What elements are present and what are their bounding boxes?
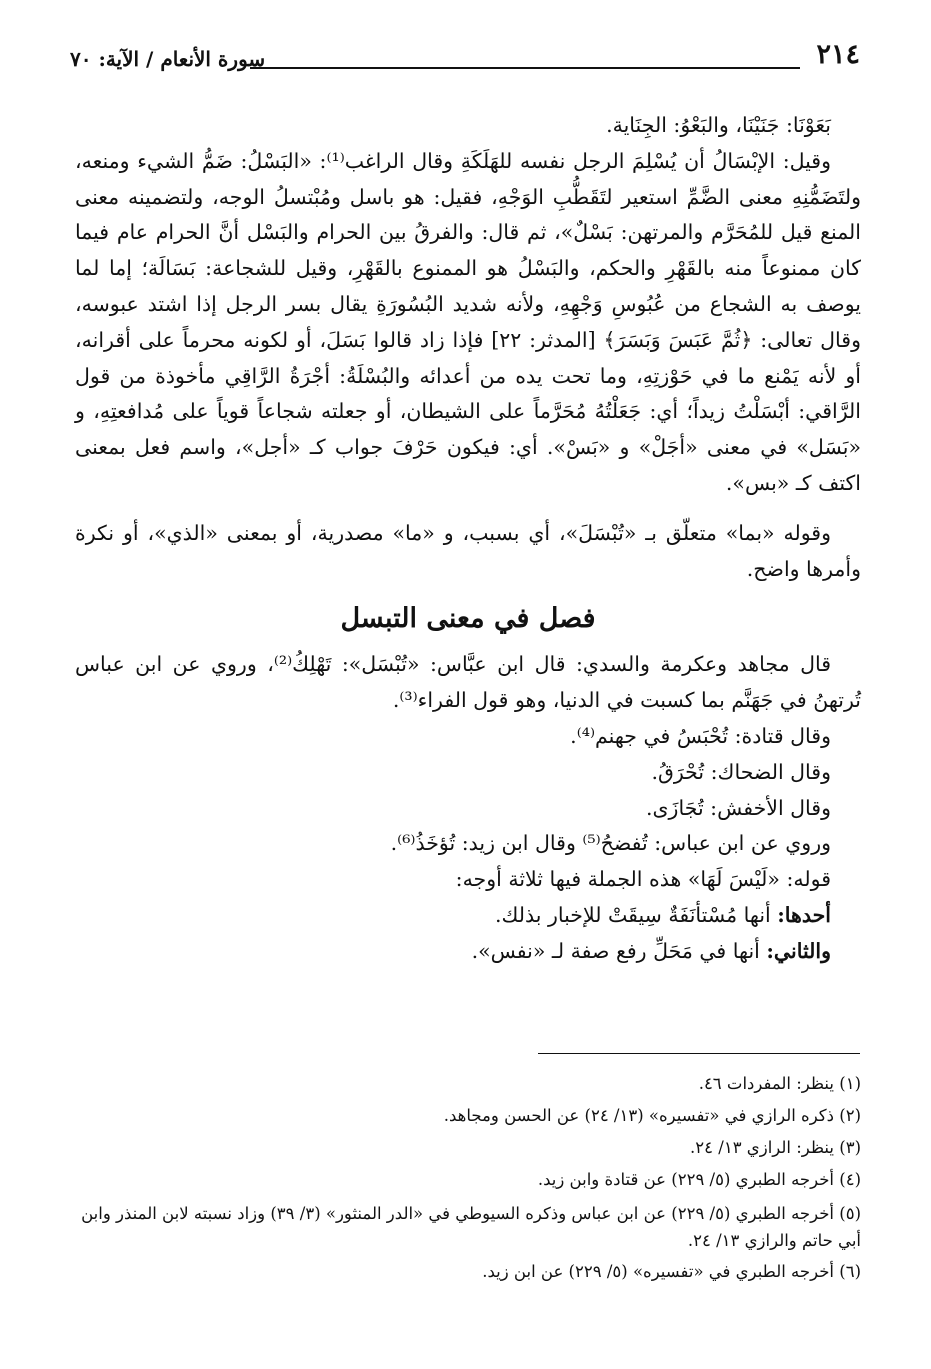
page-number: ٢١٤ [816, 39, 860, 70]
footnote: (٣) ينظر: الرازي ١٣/ ٢٤. [690, 1138, 861, 1157]
footnote: (٦) أخرجه الطبري في «تفسيره» (٥/ ٢٢٩) عن ابن زيد. [482, 1262, 861, 1281]
header-rule [250, 67, 800, 69]
point-label: أحدها: [777, 902, 831, 927]
page-header [70, 39, 860, 76]
footnote: (٥) أخرجه الطبري (٥/ ٢٢٩) عن ابن عباس وذكره السيوطي في «الدر المنثور» (٣/ ٣٩) وزاد نسبته لابن المنذر وابن أبي حاتم والرازي ١٣/ ٢٤. [81, 1204, 861, 1250]
running-title: سورة الأنعام / الآية: ٧٠ [70, 47, 266, 71]
paragraph [75, 934, 861, 970]
point-text: أنها مُسْتأنَفَةٌ سِيقَتْ للإخبار بذلك. [494, 902, 778, 927]
paragraph: وقال الضحاك: تُحْرَقُ. [651, 759, 831, 784]
footnotes [75, 1068, 861, 1288]
point-text: أنها في مَحَلِّ رفع صفة لـ «نفس». [471, 938, 767, 963]
paragraph: وروي عن ابن عباس: تُفضحُ⁽⁵⁾ وقال ابن زيد: تُؤخَذُ⁽⁶⁾. [390, 831, 831, 856]
paragraph: وقيل: الإبْسَالُ أن يُسْلِمَ الرجل نفسه للهَلَكَةِ وقال الراغب⁽¹⁾: «البَسْلُ: ضَمُّ الشيء ومنعه، ولتَضَمُّنِهِ معنى الضَّمِّ استعير لتَقَطُّبِ الوَجْهِ، فقيل: هو باسل ومُبْتسلُ الوجه، ولتضمينه معنى المنع قيل للمُحَرَّم والمرتهن: بَسْلٌ»، ثم قال: والفرقُ بين الحرام والبَسْل أنَّ الحرام عام فيما كان ممنوعاً منه بالقَهْرِ والحكم، والبَسْلُ هو الممنوع بالقَهْرِ، وقيل للشجاعة: بَسَالَة؛ إما لما يوصف به الشجاع من عُبُوسِ وَجْهِهِ، ولأنه شديد البُسُورَةِ يقال بسر الرجل إذا اشتد عبوسه، وقال تعالى: ﴿ثُمَّ عَبَسَ وَبَسَرَ﴾ [المدثر: ٢٢] فإذا زاد قالوا بَسَلَ، أو لكونه محرماً على أقرانه، أو لأنه يَمْنع ما في حَوْزتِهِ، وما تحت يده من أعدائه والبُسْلَةُ: أجْرَةُ الرَّاقِي مأخوذة من قول الرَّاقي: أبْسَلْتُ زيداً؛ أي: جَعَلْتُهُ مُحَرَّماً على الشيطان، أو جعلته شجاعاً قوياً على مُدافعتِهِ، و «بَسَل» في معنى «أجَلْ» و «بَسْ». أي: فيكون حَرْفَ جواب كـ «أجل»، واسم فعل بمعنى اكتف كـ «بس». [75, 148, 861, 495]
paragraph: بَعَوْنَا: جَنَيْنَا، والبَعْوُ: الجِنَاية. [606, 113, 831, 137]
paragraph: قال مجاهد وعكرمة والسدي: قال ابن عبَّاس: «تُبْسَل»: تَهْلِكُ⁽²⁾، وروي عن ابن عباس تُرتهنُ في جَهَنَّم بما كسبت في الدنيا، وهو قول الفراء⁽³⁾. [75, 652, 861, 713]
paragraph [75, 898, 861, 934]
footnote: (٤) أخرجه الطبري (٥/ ٢٢٩) عن قتادة وابن زيد. [537, 1170, 861, 1189]
footnote-rule [538, 1053, 860, 1054]
section-heading: فصل في معنى التبسل [340, 603, 596, 635]
footnote: (١) ينظر: المفردات ٤٦. [698, 1074, 861, 1093]
main-text [75, 108, 861, 970]
paragraph: وقوله «بما» متعلّق بـ «تُبْسَلَ»، أي بسبب، و «ما» مصدرية، أو بمعنى «الذي»، أو نكرة وأمرها واضح. [75, 520, 861, 581]
paragraph: وقال الأخفش: تُجَازَى. [646, 795, 831, 820]
footnote: (٢) ذكره الرازي في «تفسيره» (١٣/ ٢٤) عن الحسن ومجاهد. [443, 1106, 861, 1125]
point-label: والثاني: [766, 938, 831, 963]
section-body [75, 647, 861, 969]
paragraph: وقال قتادة: تُحْبَسُ في جهنم⁽⁴⁾. [570, 723, 831, 748]
paragraph: قوله: «لَيْسَ لَهَا» هذه الجملة فيها ثلاثة أوجه: [455, 867, 831, 892]
